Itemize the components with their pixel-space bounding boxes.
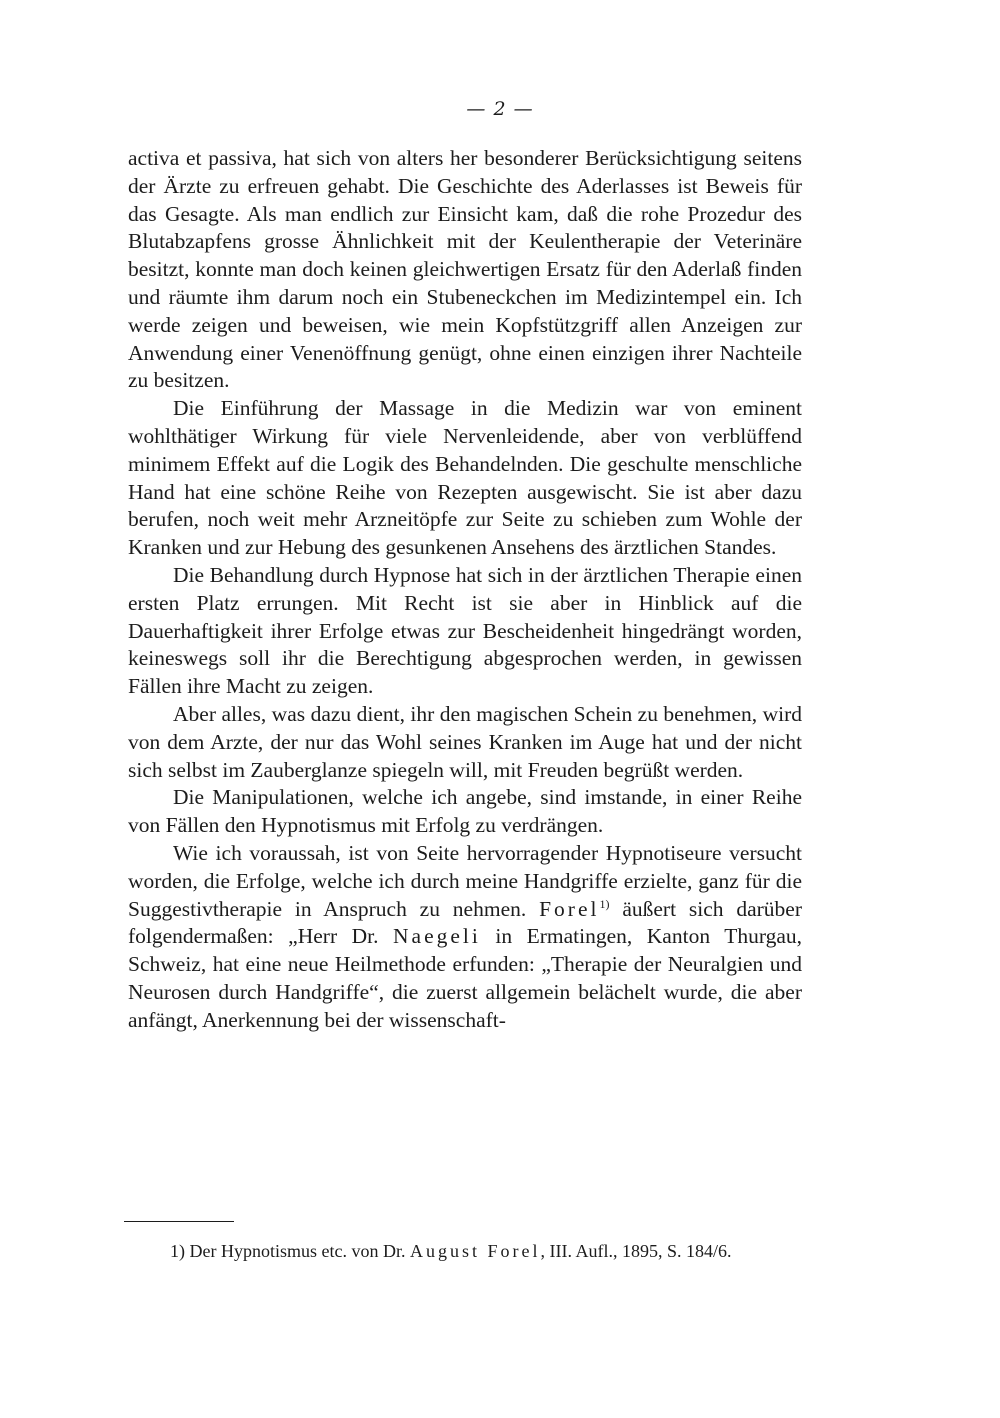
paragraph-1: activa et passiva, hat sich von alters her besonderer Berücksichtigung seitens der Ärzte zu erfreuen gehabt. Die Geschichte des Aderlasses ist Beweis für das Gesagte. Als man endlich zur Einsicht kam, daß die rohe Prozedur des Blutabzapfens grosse Ähnlichkeit mit der Keulentherapie der Veterinäre besitzt, konnte man doch keinen gleichwertigen Ersatz für den Aderlaß finden und räumte ihm darum noch ein Stubeneckchen im Medizintempel ein. Ich werde zeigen und beweisen, wie mein Kopfstützgriff allen Anzeigen zur Anwendung einer Venenöffnung genügt, ohne einen einzigen ihrer Nachteile zu besitzen. bbox=[128, 146, 802, 393]
paragraph-6-part-2: äußert sich darüber folgendermaßen: „Herr Dr. bbox=[128, 896, 803, 949]
footnote-marker: 1) bbox=[170, 1241, 185, 1261]
paragraph-4: Aber alles, was dazu dient, ihr den magischen Schein zu benehmen, wird von dem Arzte, der nur das Wohl seines Kranken im Auge hat und der nicht sich selbst im Zauberglanze spiegeln will, mit Freuden begrüßt werden. bbox=[128, 701, 802, 782]
paragraph-5: Die Manipulationen, welche ich angebe, sind imstande, in einer Reihe von Fällen den Hypnotismus mit Erfolg zu verdrängen. bbox=[128, 785, 802, 838]
footnote-text-after: , III. Aufl., 1895, S. 184/6. bbox=[540, 1241, 732, 1261]
paragraph-6-part-1: Wie ich voraussah, ist von Seite hervorragender Hypnotiseure versucht worden, die Erfolge, welche ich durch meine Handgriffe erzielte, ganz für die Suggestivtherapie in Anspruch zu nehmen. bbox=[128, 840, 802, 921]
footnote-text-before: Der Hypnotismus etc. von Dr. bbox=[189, 1241, 406, 1261]
footnote-author: August Forel bbox=[409, 1241, 541, 1261]
footnote bbox=[124, 1238, 802, 1264]
paragraph-3: Die Behandlung durch Hypnose hat sich in der ärztlichen Therapie einen ersten Platz errungen. Mit Recht ist sie aber in Hinblick auf die Dauerhaftigkeit ihrer Erfolge etwas zur Bescheidenheit hingedrängt worden, keineswegs soll ihr die Berechtigung abgesprochen werden, in gewissen Fällen ihre Macht zu zeigen. bbox=[128, 562, 802, 699]
paragraph-2: Die Einführung der Massage in die Medizin war von eminent wohlthätiger Wirkung für viele Nervenleidende, aber von verblüffend minimem Effekt auf die Logik des Behandelnden. Die geschulte menschliche Hand hat eine schöne Reihe von Rezepten ausgewischt. Sie ist aber dazu berufen, noch weit mehr Arzneitöpfe zur Seite zu schieben zum Wohle der Kranken und zur Hebung des gesunkenen Ansehens des ärztlichen Standes. bbox=[128, 396, 802, 560]
paragraph-6 bbox=[128, 840, 802, 1035]
page-number: — 2 — bbox=[466, 98, 534, 120]
footnote-reference[interactable]: 1) bbox=[599, 896, 610, 911]
name-naegeli: Naegeli bbox=[393, 924, 481, 949]
paragraph-6-part-3: in Ermatingen, Kanton Thurgau, Schweiz, hat eine neue Heilmethode erfunden: „Therapie der Neuralgien und Neurosen durch Handgriffe“, die zuerst allgemein belächelt wurde, die aber anfängt, Anerkennung bei der wissenschaft- bbox=[128, 924, 803, 1032]
name-forel: Forel bbox=[539, 896, 600, 921]
body-text bbox=[128, 145, 802, 1035]
footnote-divider bbox=[124, 1221, 234, 1222]
